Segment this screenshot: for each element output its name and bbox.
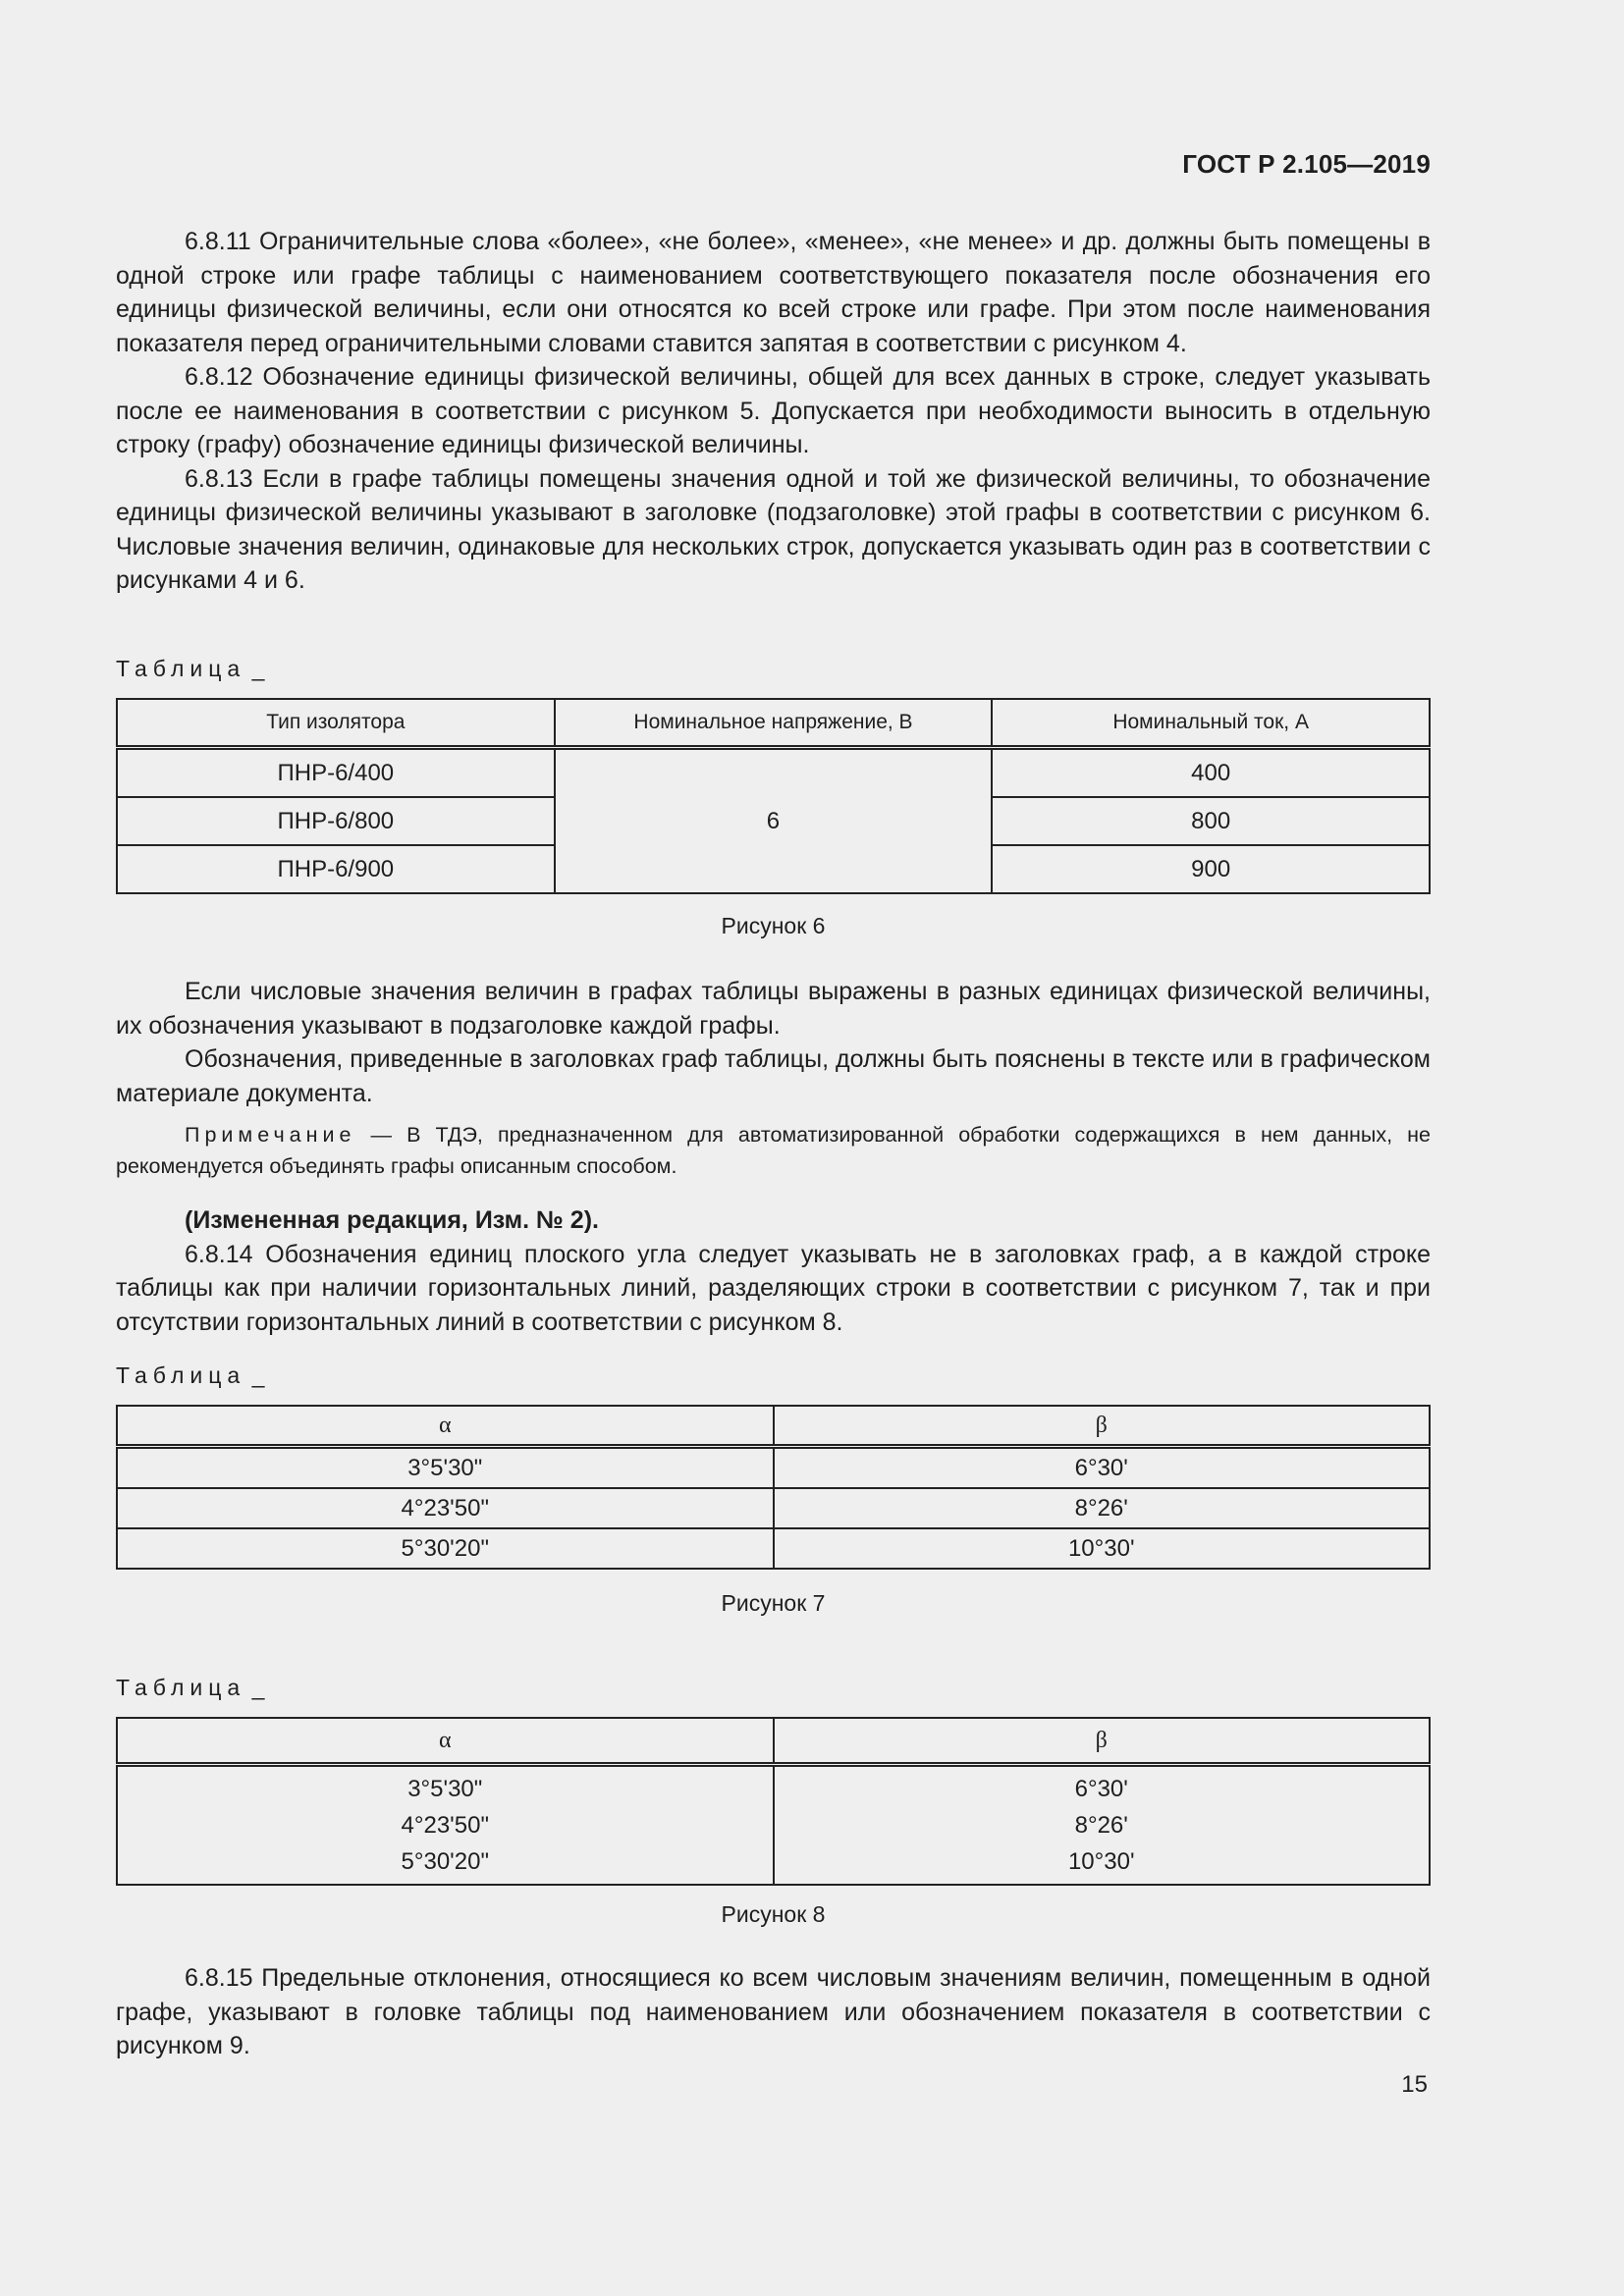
table-cell-merged: 6: [555, 748, 993, 894]
table-header-beta: β: [774, 1718, 1431, 1765]
table-header: Номинальный ток, А: [992, 699, 1430, 748]
amendment-note: (Измененная редакция, Изм. № 2).: [185, 1206, 599, 1234]
document-number: ГОСТ Р 2.105—2019: [1182, 149, 1431, 179]
table-header-beta: β: [774, 1406, 1431, 1447]
table-cell: 6°30': [774, 1765, 1431, 1808]
figure-caption-6: Рисунок 6: [721, 913, 826, 938]
table-cell: 900: [992, 845, 1430, 893]
note-text: — В ТДЭ, предназначенном для автоматизированной обработки содержащихся в нем данных, не рекомендуется объединять графы описанным способом.: [116, 1123, 1431, 1178]
table-cell: 10°30': [774, 1528, 1431, 1569]
table-cell: 400: [992, 748, 1430, 798]
table-word: Таблица: [116, 1362, 246, 1388]
paragraph-6-8-14: 6.8.14 Обозначения единиц плоского угла следует указывать не в заголовках граф, а в каждой строке таблицы как при наличии горизонтальных линий, разделяющих строки в соответствии с рисунком 7, так и при отсутствии горизонтальных линий в соответствии с рисунком 8.: [116, 1240, 1431, 1336]
figure-caption-7: Рисунок 7: [721, 1590, 826, 1616]
table-number-blank: _: [251, 656, 265, 681]
table-cell: 3°5'30": [117, 1447, 774, 1489]
note: [116, 1119, 1431, 1182]
note-block: [116, 1119, 1431, 1182]
text-block-top: [116, 225, 1431, 598]
table-cell: 5°30'20": [117, 1843, 774, 1885]
page-number: 15: [1401, 2071, 1428, 2098]
table-header: Номинальное напряжение, В: [555, 699, 993, 748]
table-number-blank: _: [251, 1362, 265, 1388]
table-number-blank: _: [251, 1675, 265, 1700]
paragraph: Если числовые значения величин в графах таблицы выражены в разных единицах физической величины, их обозначения указывают в подзаголовке каждой графы.: [116, 978, 1431, 1040]
table-figure-7: [116, 1405, 1431, 1570]
table-word: Таблица: [116, 1675, 246, 1700]
table-cell: 8°26': [774, 1488, 1431, 1528]
table-cell: 4°23'50": [117, 1807, 774, 1843]
text-block-mid: [116, 975, 1431, 1110]
note-label: Примечание: [185, 1123, 356, 1147]
table-cell: 800: [992, 797, 1430, 845]
table-cell: 8°26': [774, 1807, 1431, 1843]
paragraph: Обозначения, приведенные в заголовках граф таблицы, должны быть пояснены в тексте или в графическом материале документа.: [116, 1045, 1431, 1107]
table-figure-6: [116, 698, 1431, 894]
table-label-6: [116, 656, 264, 682]
table-cell: 6°30': [774, 1447, 1431, 1489]
table-cell: ПНР-6/900: [117, 845, 555, 893]
table-cell: 5°30'20": [117, 1528, 774, 1569]
paragraph-6-8-15: 6.8.15 Предельные отклонения, относящиеся ко всем числовым значениям величин, помещенным в одной графе, указывают в головке таблицы под наименованием или обозначением показателя в соответствии с рисунком 9.: [116, 1964, 1431, 2059]
table-header-alpha: α: [117, 1718, 774, 1765]
table-word: Таблица: [116, 656, 246, 681]
figure-caption-8: Рисунок 8: [721, 1901, 826, 1927]
paragraph-6-8-11: 6.8.11 Ограничительные слова «более», «не более», «менее», «не менее» и др. должны быть помещены в одной строке или графе таблицы с наименованием соответствующего показателя после обозначения его единицы физической величины, если они относятся ко всей строке или графе. При этом после наименования показателя перед ограничительными словами ставится запятая в соответствии с рисунком 4.: [116, 228, 1431, 357]
table-header-alpha: α: [117, 1406, 774, 1447]
text-block-6-8-15: [116, 1961, 1431, 2063]
table-cell: 3°5'30": [117, 1765, 774, 1808]
paragraph-6-8-12: 6.8.12 Обозначение единицы физической величины, общей для всех данных в строке, следует указывать после ее наименования в соответствии с рисунком 5. Допускается при необходимости выносить в отдельную строку (графу) обозначение единицы физической величины.: [116, 363, 1431, 458]
table-figure-8: [116, 1717, 1431, 1886]
table-cell: ПНР-6/400: [117, 748, 555, 798]
paragraph-6-8-13: 6.8.13 Если в графе таблицы помещены значения одной и той же физической величины, то обозначение единицы физической величины указывают в заголовке (подзаголовке) этой графы в соответствии с рисунком 6. Числовые значения величин, одинаковые для нескольких строк, допускается указывать один раз в соответствии с рисунками 4 и 6.: [116, 464, 1431, 594]
table-label-8: [116, 1675, 264, 1701]
table-cell: 10°30': [774, 1843, 1431, 1885]
table-label-7: [116, 1362, 264, 1389]
table-cell: 4°23'50": [117, 1488, 774, 1528]
table-cell: ПНР-6/800: [117, 797, 555, 845]
table-header: Тип изолятора: [117, 699, 555, 748]
text-block-6-8-14: [116, 1203, 1431, 1339]
